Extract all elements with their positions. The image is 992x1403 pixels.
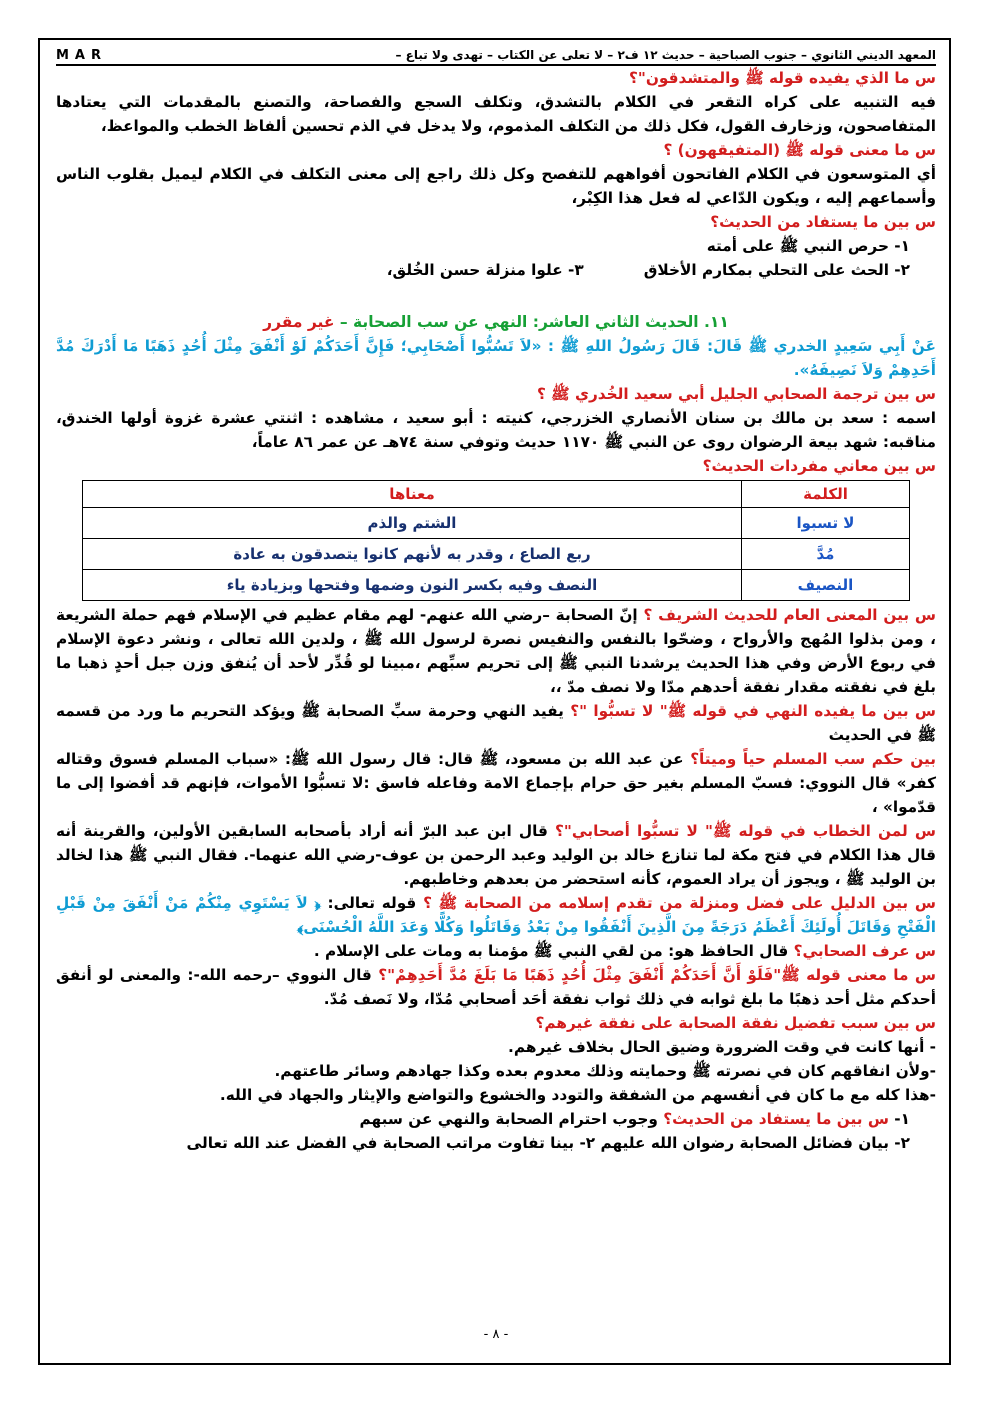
hadith-heading xyxy=(56,310,936,334)
page-number: - ٨ - xyxy=(483,1327,509,1342)
benefit-item: ١- حرص النبي ﷺ على أمته xyxy=(706,237,910,255)
question-benefits-1: س بين ما يستفاد من الحديث؟ xyxy=(710,213,936,231)
question-mutafayhiqun: س ما معنى قوله ﷺ (المتفيقهون) ؟ xyxy=(663,141,936,159)
question-dalil: س بين الدليل على فضل ومنزلة من تقدم إسلامه من الصحابة ﷺ ؟ xyxy=(423,894,936,912)
vocab-meaning: ربع الصاع ، وقدر به لأنهم كانوا يتصدقون به عادة xyxy=(83,539,742,570)
dalil-paragraph xyxy=(56,891,936,939)
question-mutashaddiqun: س ما الذي يفيده قوله ﷺ والمتشدقون"؟ xyxy=(629,69,936,87)
hadith-status: غير مقرر xyxy=(263,313,335,331)
nahy-paragraph xyxy=(56,699,936,747)
question-sahabi: س عرف الصحابي؟ xyxy=(793,942,936,960)
benefit-row xyxy=(56,258,936,282)
benefit-item: ٣- علوا منزلة حسن الخُلق، xyxy=(386,261,584,279)
answer-khitab: قال ابن عبد البرّ أنه أراد بأصحابه السابقين الأولين، والقرينة أنه قال هذا الكلام في فتح مكة لما تنازع خالد بن الوليد وعبد الرحمن بن عوف-رضي الله عنهما-. فقال النبي ﷺ هذا لخالد بن الوليد ﷺ ، ويجوز أن يراد العموم، كأنه استحضر من بعدهم وخاطبهم. xyxy=(56,822,936,888)
question-general-meaning: س بين المعنى العام للحديث الشريف ؟ xyxy=(643,606,936,624)
question-vocabulary: س بين معاني مفردات الحديث؟ xyxy=(702,457,936,475)
header-mark: MAR xyxy=(56,48,108,63)
benefit-tail: وجوب احترام الصحابة والنهي عن سبهم xyxy=(359,1110,658,1128)
general-meaning-paragraph xyxy=(56,603,936,699)
answer-nahy: يفيد النهي وحرمة سبِّ الصحابة ﷺ ويؤكد التحريم ما ورد من قسمه ﷺ في الحديث xyxy=(56,702,936,744)
sabab-item: -هذا كله مع ما كان في أنفسهم من الشفقة والتودد والخشوع والتواضع والإيثار والجهاد في الله. xyxy=(219,1086,936,1104)
falaw-paragraph xyxy=(56,963,936,1011)
page-header xyxy=(56,48,936,66)
answer-biography: اسمه : سعد بن مالك بن سنان الأنصاري الخزرجي، كنيته : أبو سعيد ، مشاهده : اثنتي عشرة غزوة أولها الخندق، مناقبه: شهد بيعة الرضوان روى عن النبي ﷺ ١١٧٠ حديث وتوفي سنة ٧٤هـ عن عمر ٨٦ عاماً، xyxy=(56,409,936,451)
vocab-word: النصيف xyxy=(742,570,910,601)
benefits-prefix: ١- xyxy=(894,1110,910,1128)
question-nahy: س بين ما يفيده النهي في قوله ﷺ" لا تسبُّوا "؟ xyxy=(570,702,936,720)
dalil-intro: قوله تعالى: xyxy=(320,894,417,912)
sahabi-paragraph xyxy=(56,939,936,963)
benefits-line-1 xyxy=(56,1107,936,1131)
vocab-meaning: الشتم والذم xyxy=(83,508,742,539)
hukm-paragraph xyxy=(56,747,936,819)
hadith-title: ١١. الحديث الثاني العاشر: النهي عن سب الصحابة – xyxy=(339,313,729,331)
benefits-line-2: ٢- بيان فضائل الصحابة رضوان الله عليهم ٢- بينا تفاوت مراتب الصحابة في الفضل عند الله تعالى xyxy=(186,1134,910,1152)
vocab-word: لا تسبوا xyxy=(742,508,910,539)
answer-sahabi: قال الحافظ هو: من لقي النبي ﷺ مؤمنا به ومات على الإسلام . xyxy=(313,942,789,960)
header-title: المعهد الديني الثانوي – جنوب الصباحية – حديث ١٢ ف٢ – لا تعلى عن الكتاب – تهدى ولا تباع – xyxy=(395,48,936,62)
sabab-item: -ولأن انفاقهم كان في نصرته ﷺ وحمايته وذلك معدوم بعده وكذا جهادهم وسائر طاعتهم. xyxy=(274,1062,936,1080)
vocabulary-table xyxy=(82,480,910,601)
document-page xyxy=(56,48,936,1348)
answer-general-meaning: إنّ الصحابة –رضي الله عنهم- لهم مقام عظيم في الإسلام فهم حملة الشريعة ، ومن بذلوا المُهج والأرواح ، وضحّوا بالنفس والنفيس نصرة لرسول الله ﷺ ، ولدين الله تعالى ، ونشر دعوة الإسلام في ربوع الأرض وفي هذا الحديث يرشدنا النبي ﷺ إلى تحريم سبِّهم ،مبينا لو قُدِّر لأحد أن يُنفق وزن جبل أحدٍ ذهبا ما بلغ في نفقته مقدار نفقة أحدهم مدّا ولا نصف مدّ ،، xyxy=(56,606,936,696)
question-benefits-2: س بين ما يستفاد من الحديث؟ xyxy=(663,1110,889,1128)
question-falaw: س ما معنى قوله ﷺ"فَلَوْ أَنَّ أَحَدَكُمْ أَنْفَقَ مِثْلَ أُحُدٍ ذَهَبًا مَا بَلَغَ مُدَّ أَحَدِهِمْ"؟ xyxy=(378,966,936,984)
table-row xyxy=(83,570,910,601)
table-header-row xyxy=(83,481,910,508)
benefit-item: ٢- الحث على التحلي بمكارم الأخلاق xyxy=(643,261,910,279)
question-sabab: س بين سبب تفضيل نفقة الصحابة على نفقة غيرهم؟ xyxy=(535,1014,936,1032)
question-hukm: بين حكم سب المسلم حياً وميتاً؟ xyxy=(690,750,937,768)
question-khitab: س لمن الخطاب في قوله ﷺ" لا تسبُّوا أصحابي"؟ xyxy=(555,822,936,840)
table-row xyxy=(83,508,910,539)
hadith-text: عَنْ أَبِي سَعِيدٍ الخدري ﷺ قَالَ: قَالَ رَسُولُ اللهِ ﷺ : «لاَ تَسُبُّوا أَصْحَابِي؛ فَإِنَّ أَحَدَكُمْ لَوْ أَنْفَقَ مِثْلَ أُحُدٍ ذَهَبًا مَا أَدْرَكَ مُدَّ أَحَدِهِمْ وَلاَ نَصِيفَهُ». xyxy=(56,337,936,379)
vocab-meaning: النصف وفيه بكسر النون وضمها وفتحها وبزيادة ياء xyxy=(83,570,742,601)
answer-mutashaddiqun: فيه التنبيه على كراه التقعر في الكلام بالتشدق، وتكلف السجع والفصاحة، والتصنع بالمقدمات التي يعتادها المتفاصحون، وزخارف القول، فكل ذلك من التكلف المذموم، ولا يدخل في الذم تحسين ألفاظ الخطب والمواعظ، xyxy=(56,93,936,135)
quran-verse: ﴿ لاَ يَسْتَوِي مِنْكُمْ مَنْ أَنْفَقَ مِنْ قَبْلِ الْفَتْحِ وَقَاتَلَ أُولَئِكَ أَعْظَمُ دَرَجَةً مِنَ الَّذِينَ أَنْفَقُوا مِنْ بَعْدُ وَقَاتَلُوا وَكُلًّا وَعَدَ اللَّهُ الْحُسْنَى﴾ xyxy=(56,894,936,936)
table-row xyxy=(83,539,910,570)
col-meaning-header: معناها xyxy=(83,481,742,508)
answer-falaw: قال النووي –رحمه الله-: والمعنى لو أنفق أحدكم مثل أحد ذهبًا ما بلغ ثوابه في ذلك ثواب نفقة أحَد أصحابي مُدّا، ولا نَصف مُدّ. xyxy=(56,966,936,1008)
sabab-item: - أنها كانت في وقت الضرورة وضيق الحال بخلاف غيرهم. xyxy=(508,1038,936,1056)
khitab-paragraph xyxy=(56,819,936,891)
question-biography: س بين ترجمة الصحابي الجليل أبي سعيد الخُدري ﷺ ؟ xyxy=(536,385,936,403)
answer-hukm: عن عبد الله بن مسعود، ﷺ قال: قال رسول الله ﷺ: «سباب المسلم فسوق وقتاله كفر» قال النووي: فسبّ المسلم بغير حق حرام بإجماع الامة وفاعله فاسق :لا تسبُّوا الأموات، فإنهم قد أفضوا إلى ما قدّموا» ، xyxy=(56,750,936,816)
vocab-word: مُدَّ xyxy=(742,539,910,570)
col-word-header: الكلمة xyxy=(742,481,910,508)
answer-mutafayhiqun: أي المتوسعون في الكلام الفاتحون أفواههم للتفصح وكل ذلك راجع إلى معنى التكلف في الكلام ليميل بقلوب الناس وأسماعهم إليه ، ويكون الدّاعي له فعل هذا الكِبْر، xyxy=(56,165,936,207)
